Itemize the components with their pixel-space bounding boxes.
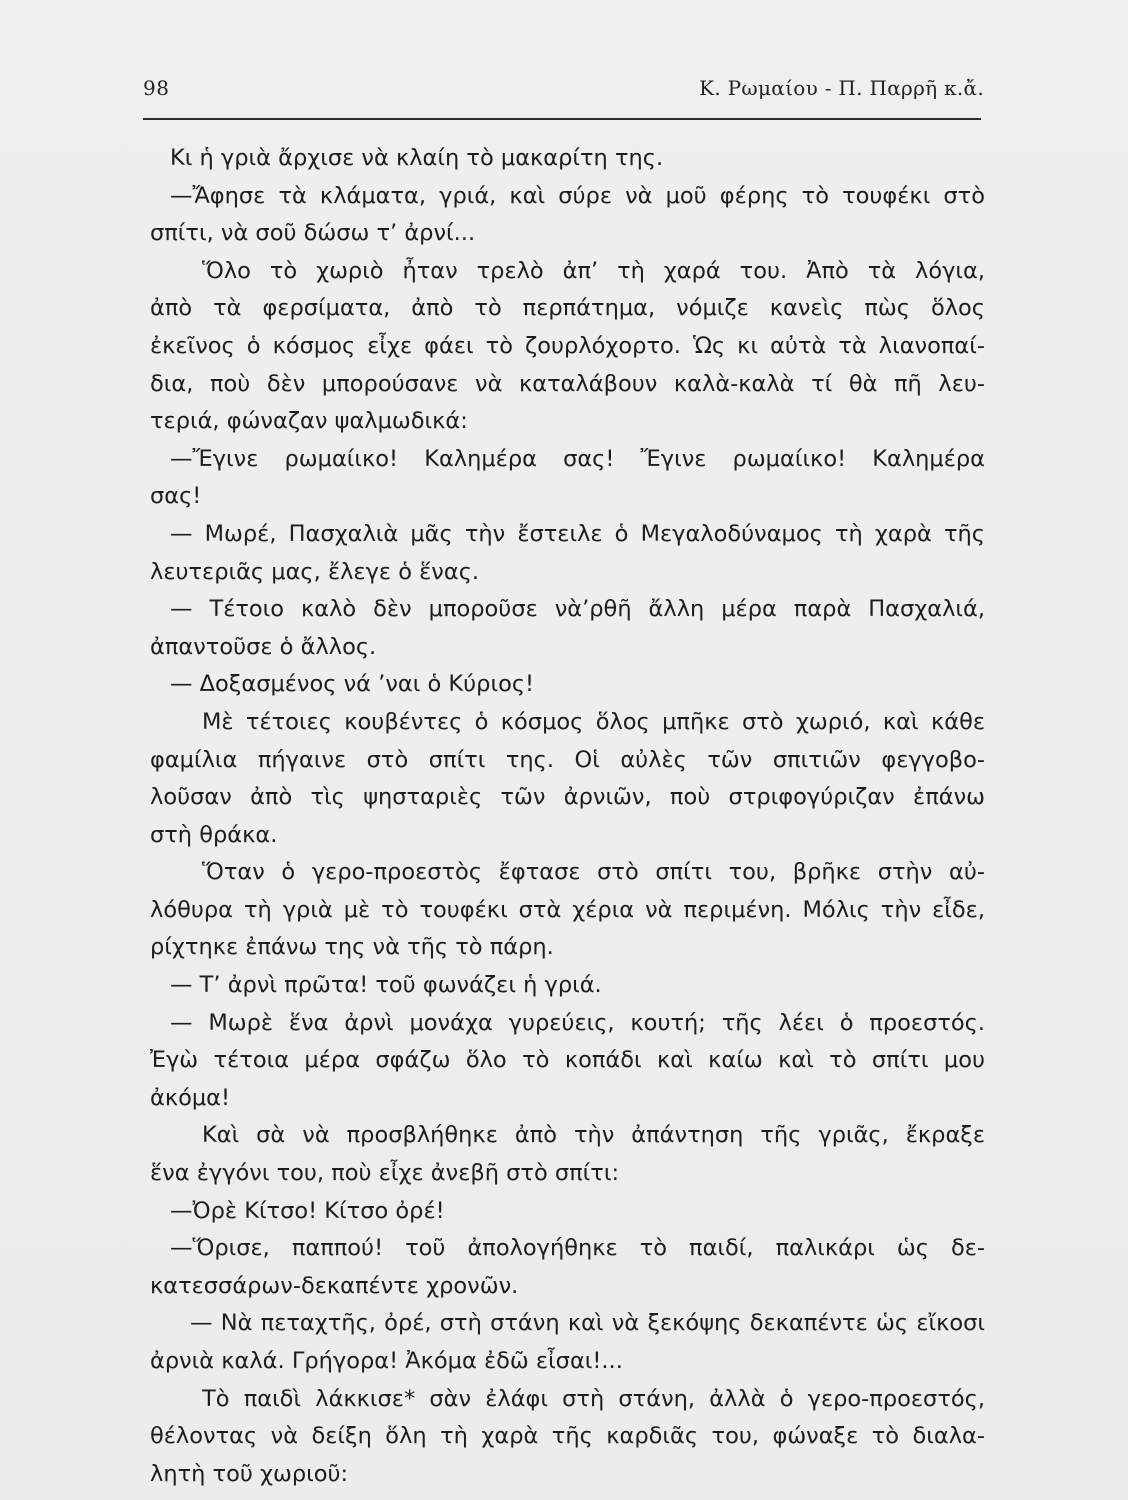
text-line: Τὸ παιδὶ λάκκισε* σὰν ἐλάφι στὴ στάνη, ἀλλὰ ὁ γερο-προεστός, (202, 1385, 985, 1412)
text-line: Καὶ σὰ νὰ προσβλήθηκε ἀπὸ τὴν ἀπάντηση τῆς γριᾶς, ἔκραξε (202, 1122, 985, 1149)
text-line: σπίτι, νὰ σοῦ δώσω τ’ ἀρνί... (150, 220, 476, 247)
text-line: —Ὀρὲ Κίτσο! Κίτσο ὀρέ! (170, 1197, 445, 1224)
page-number: 98 (143, 76, 170, 100)
text-line: ἀπὸ τὰ φερσίματα, ἀπὸ τὸ περπάτημα, νόμιζε κανεὶς πὼς ὅλος (150, 295, 985, 322)
text-line: ἀπαντοῦσε ὁ ἄλλος. (150, 633, 377, 660)
text-line: ἀκόμα! (150, 1084, 231, 1111)
running-head: Κ. Ρωμαίου - Π. Παρρῆ κ.ἄ. (699, 76, 984, 100)
text-line: — Μωρέ, Πασχαλιὰ μᾶς τὴν ἔστειλε ὁ Μεγαλοδύναμος τὴ χαρὰ τῆς (170, 520, 985, 547)
text-line: λευτεριᾶς μας, ἔλεγε ὁ ἕνας. (150, 558, 480, 585)
text-line: — Μωρὲ ἕνα ἀρνὶ μονάχα γυρεύεις, κουτή; τῆς λέει ὁ προεστός. (170, 1009, 985, 1036)
text-line: Ἐγὼ τέτοια μέρα σφάζω ὅλο τὸ κοπάδι καὶ καίω καὶ τὸ σπίτι μου (150, 1047, 985, 1074)
text-line: λόθυρα τὴ γριὰ μὲ τὸ τουφέκι στὰ χέρια νὰ περιμένη. Μόλις τὴν εἶδε, (150, 896, 985, 923)
text-line: — Τέτοιο καλὸ δὲν μποροῦσε νὰ’ρθῆ ἄλλη μέρα παρὰ Πασχαλιά, (170, 596, 985, 623)
text-line: — Τ’ ἀρνὶ πρῶτα! τοῦ φωνάζει ἡ γριά. (170, 972, 602, 999)
text-line: ἀρνιὰ καλά. Γρήγορα! Ἀκόμα ἐδῶ εἶσαι!... (150, 1348, 623, 1374)
text-line: Κι ἡ γριὰ ἄρχισε νὰ κλαίη τὸ μακαρίτη της. (170, 145, 664, 171)
text-line: σας! (150, 483, 202, 510)
text-line: Ὅλο τὸ χωριὸ ἦταν τρελὸ ἀπ’ τὴ χαρά του. Ἀπὸ τὰ λόγια, (202, 257, 985, 284)
text-line: ἐκεῖνος ὁ κόσμος εἶχε φάει τὸ ζουρλόχορτο. Ὡς κι αὐτὰ τὰ λιανοπαί- (150, 332, 985, 359)
page-header (143, 76, 984, 108)
text-line: λοῦσαν ἀπὸ τὶς ψησταριὲς τῶν ἀρνιῶν, ποὺ στριφογύριζαν ἐπάνω (150, 784, 985, 811)
text-line: — Δοξασμένος νά ’ναι ὁ Κύριος! (170, 671, 535, 698)
text-line: τεριά, φώναζαν ψαλμωδικά: (150, 408, 468, 435)
text-line: ἕνα ἐγγόνι του, ποὺ εἶχε ἀνεβῆ στὸ σπίτι: (150, 1160, 620, 1187)
header-rule (143, 118, 981, 120)
text-line: κατεσσάρων-δεκαπέντε χρονῶν. (150, 1272, 519, 1299)
text-line: Ὅταν ὁ γερο-προεστὸς ἔφτασε στὸ σπίτι του, βρῆκε στὴν αὐ- (202, 859, 985, 886)
text-line: θέλοντας νὰ δείξη ὅλη τὴ χαρὰ τῆς καρδιᾶς του, φώναξε τὸ διαλα- (150, 1423, 985, 1450)
text-line: Μὲ τέτοιες κουβέντες ὁ κόσμος ὅλος μπῆκε στὸ χωριό, καὶ κάθε (202, 708, 985, 735)
text-line: δια, ποὺ δὲν μπορούσανε νὰ καταλάβουν καλὰ-καλὰ τί θὰ πῆ λευ- (150, 370, 985, 397)
text-line: φαμίλια πήγαινε στὸ σπίτι της. Οἱ αὐλὲς τῶν σπιτιῶν φεγγοβο- (150, 746, 985, 773)
text-line: —Ἔγινε ρωμαίικο! Καλημέρα σας! Ἔγινε ρωμαίικο! Καλημέρα (170, 445, 985, 472)
body-text (150, 140, 985, 1493)
text-line: λητὴ τοῦ χωριοῦ: (150, 1460, 349, 1487)
text-line: — Νὰ πεταχτῆς, ὀρέ, στὴ στάνη καὶ νὰ ξεκόψης δεκαπέντε ὡς εἴκοσι (190, 1310, 985, 1337)
text-line: στὴ θράκα. (150, 821, 278, 848)
text-line: —Ὅρισε, παππού! τοῦ ἀπολογήθηκε τὸ παιδί, παλικάρι ὡς δε- (170, 1235, 985, 1262)
text-line: —Ἄφησε τὰ κλάματα, γριά, καὶ σύρε νὰ μοῦ φέρης τὸ τουφέκι στὸ (170, 182, 985, 209)
text-line: ρίχτηκε ἐπάνω της νὰ τῆς τὸ πάρη. (150, 934, 554, 961)
